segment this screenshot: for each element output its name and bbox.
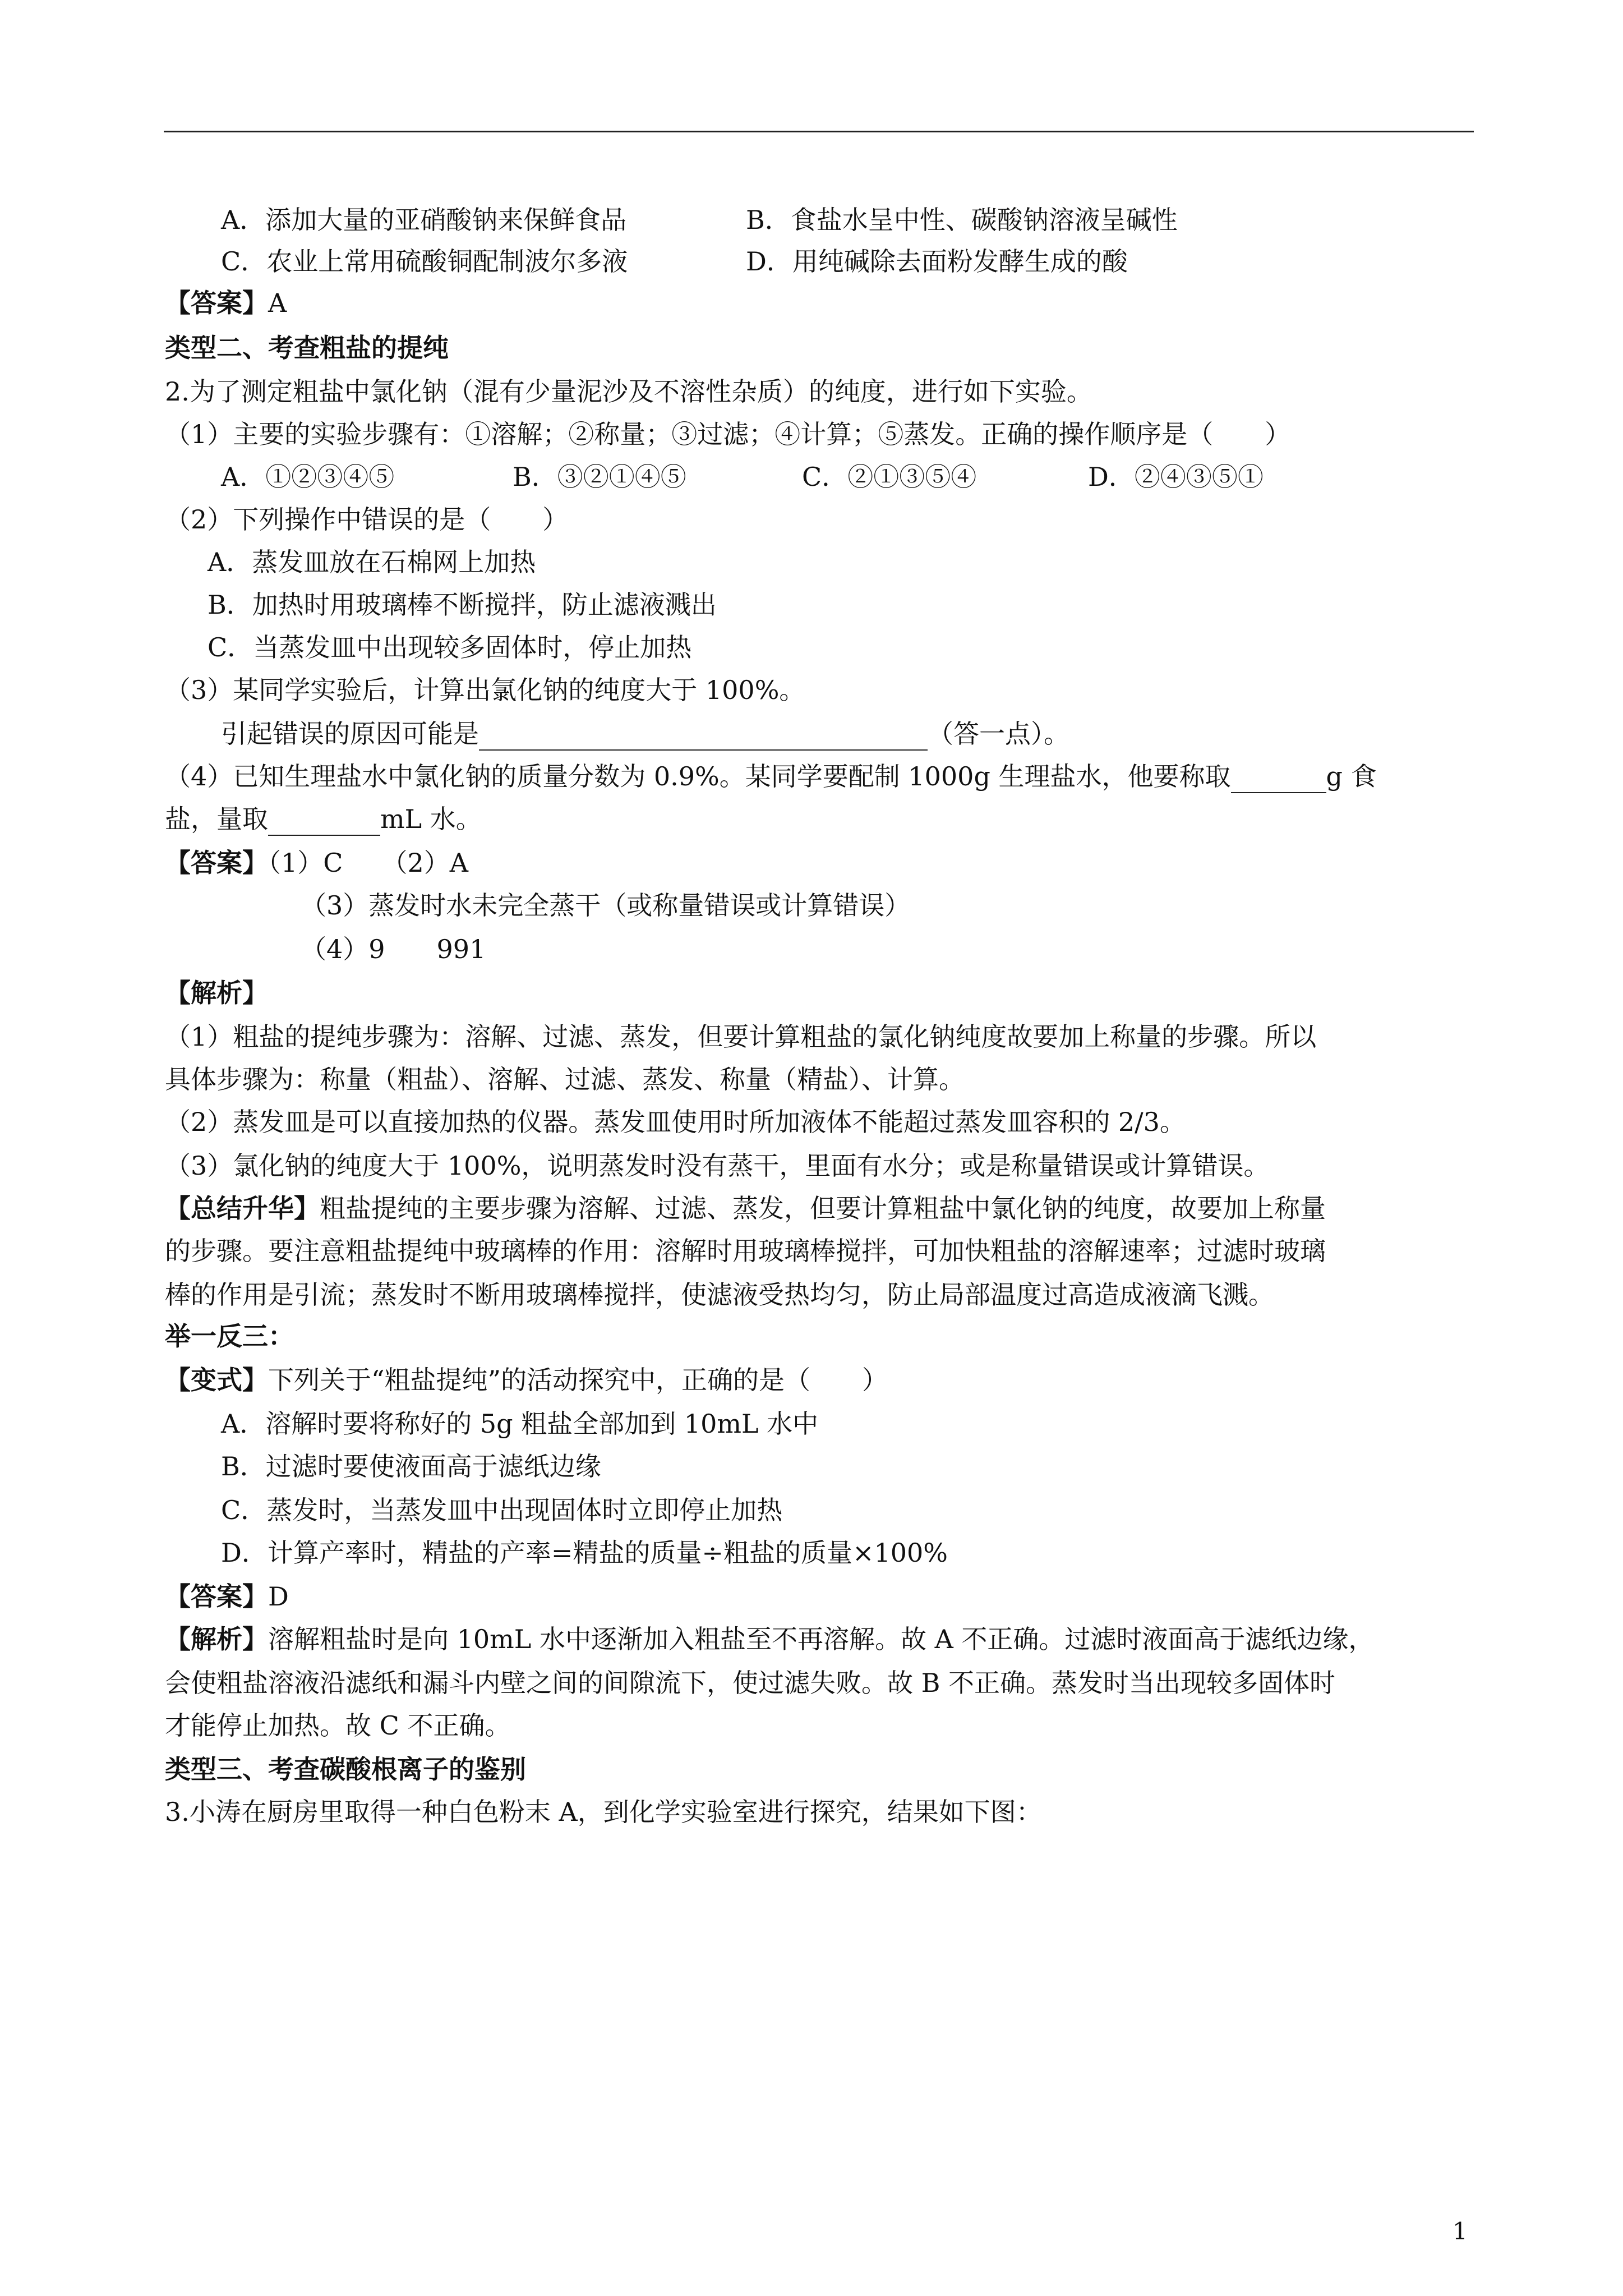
blank-suffix: mL 水。 <box>380 804 482 834</box>
q2-part1: （1）主要的实验步骤有：①溶解；②称量；③过滤；④计算；⑤蒸发。正确的操作顺序是（ ） <box>165 419 1291 449</box>
blank-prefix: 盐，量取 <box>165 804 268 834</box>
answer-value: A <box>268 288 287 318</box>
summary-tag: 【总结升华】 <box>165 1193 320 1223</box>
q2-part3-blank-line <box>221 717 1069 751</box>
q2-part1-option-d: D．②④③⑤① <box>1088 462 1264 492</box>
summary-line: 棒的作用是引流；蒸发时不断用玻璃棒搅拌，使滤液受热均匀，防止局部温度过高造成液滴飞溅。 <box>165 1280 1274 1310</box>
blank-prefix: 引起错误的原因可能是 <box>221 719 479 749</box>
q1-answer <box>165 286 287 320</box>
page-number: 1 <box>1453 2217 1468 2245</box>
q2-part4 <box>165 760 1377 793</box>
answer-blank[interactable] <box>268 807 380 836</box>
q2-part2-option-b: B．加热时用玻璃棒不断搅拌，防止滤液溅出 <box>208 590 717 620</box>
variant-question <box>165 1363 888 1397</box>
variant-option-a: A．溶解时要将称好的 5g 粗盐全部加到 10mL 水中 <box>221 1409 819 1439</box>
variant-analysis <box>165 1622 1374 1656</box>
q2-answer <box>165 846 468 880</box>
analysis-line: 具体步骤为：称量（粗盐）、溶解、过滤、蒸发、称量（精盐）、计算。 <box>165 1064 965 1094</box>
q2-analysis-tag: 【解析】 <box>165 978 268 1008</box>
practice-heading: 举一反三： <box>165 1321 294 1351</box>
answer-blank[interactable] <box>479 721 928 751</box>
analysis-text: 溶解粗盐时是向 10mL 水中逐渐加入粗盐至不再溶解。故 A 不正确。过滤时液面高于滤纸边缘， <box>268 1624 1375 1654</box>
q3-stem: 3.小涛在厨房里取得一种白色粉末 A，到化学实验室进行探究，结果如下图： <box>165 1797 1042 1827</box>
blank-suffix: （答一点）。 <box>928 719 1069 749</box>
summary-line <box>165 1191 1326 1225</box>
analysis-line: （3）氯化钠的纯度大于 100%，说明蒸发时没有蒸干，里面有水分；或是称量错误或计算错误。 <box>165 1151 1270 1181</box>
analysis-line: （2）蒸发皿是可以直接加热的仪器。蒸发皿使用时所加液体不能超过蒸发皿容积的 2/3。 <box>165 1107 1186 1137</box>
q1-option-d: D．用纯碱除去面粉发酵生成的酸 <box>746 246 1128 277</box>
section-heading-type2: 类型二、考查粗盐的提纯 <box>165 333 449 363</box>
q2-answer-line2: （3）蒸发时水未完全蒸干（或称量错误或计算错误） <box>301 890 911 921</box>
variant-option-c: C．蒸发时，当蒸发皿中出现固体时立即停止加热 <box>221 1495 783 1525</box>
q2-part1-option-b: B．③②①④⑤ <box>513 462 686 492</box>
q2-part3: （3）某同学实验后，计算出氯化钠的纯度大于 100%。 <box>165 675 805 705</box>
answer-tag: 【答案】 <box>165 848 268 878</box>
answer-value: D <box>268 1581 289 1612</box>
variant-analysis-line: 会使粗盐溶液沿滤纸和漏斗内壁之间的间隙流下，使过滤失败。故 B 不正确。蒸发时当出现较多固体时 <box>165 1668 1336 1698</box>
variant-analysis-line: 才能停止加热。故 C 不正确。 <box>165 1710 511 1741</box>
q2-part4-cont <box>165 802 482 836</box>
q2-stem: 2.为了测定粗盐中氯化钠（混有少量泥沙及不溶性杂质）的纯度，进行如下实验。 <box>165 376 1092 407</box>
q1-option-a: A．添加大量的亚硝酸钠来保鲜食品 <box>221 205 627 235</box>
q2-part2-option-c: C．当蒸发皿中出现较多固体时，停止加热 <box>208 632 692 662</box>
section-heading-type3: 类型三、考查碳酸根离子的鉴别 <box>165 1754 526 1784</box>
variant-option-d: D．计算产率时，精盐的产率=精盐的质量÷粗盐的质量×100% <box>221 1538 948 1568</box>
answer-tag: 【答案】 <box>165 1581 268 1612</box>
summary-line: 的步骤。要注意粗盐提纯中玻璃棒的作用：溶解时用玻璃棒搅拌，可加快粗盐的溶解速率；过滤时玻璃 <box>165 1236 1326 1266</box>
variant-tag: 【变式】 <box>165 1365 268 1395</box>
q1-option-b: B．食盐水呈中性、碳酸钠溶液呈碱性 <box>746 205 1178 235</box>
q2-part1-option-c: C．②①③⑤④ <box>802 462 977 492</box>
q1-option-c: C．农业上常用硫酸铜配制波尔多液 <box>221 246 628 277</box>
variant-answer <box>165 1580 289 1613</box>
q2-part2: （2）下列操作中错误的是（ ） <box>165 504 569 535</box>
summary-text: 粗盐提纯的主要步骤为溶解、过滤、蒸发，但要计算粗盐中氯化钠的纯度，故要加上称量 <box>320 1193 1326 1223</box>
header-rule <box>164 131 1474 132</box>
q2-answer-line3: （4）9 991 <box>301 934 486 964</box>
blank-prefix: （4）已知生理盐水中氯化钠的质量分数为 0.9%。某同学要配制 1000g 生理盐水，他要称取 <box>165 761 1231 792</box>
analysis-tag: 【解析】 <box>165 1624 268 1654</box>
answer-blank[interactable] <box>1231 764 1326 793</box>
answer-tag: 【答案】 <box>165 288 268 318</box>
variant-option-b: B．过滤时要使液面高于滤纸边缘 <box>221 1451 601 1481</box>
answer-value: （1）C （2）A <box>268 848 468 878</box>
analysis-line: （1）粗盐的提纯步骤为：溶解、过滤、蒸发，但要计算粗盐的氯化钠纯度故要加上称量的步骤。所以 <box>165 1022 1317 1052</box>
q2-part1-option-a: A．①②③④⑤ <box>221 462 395 492</box>
blank-suffix: g 食 <box>1326 761 1377 792</box>
q2-part2-option-a: A．蒸发皿放在石棉网上加热 <box>208 547 536 577</box>
variant-stem: 下列关于“粗盐提纯”的活动探究中，正确的是（ ） <box>268 1365 888 1395</box>
